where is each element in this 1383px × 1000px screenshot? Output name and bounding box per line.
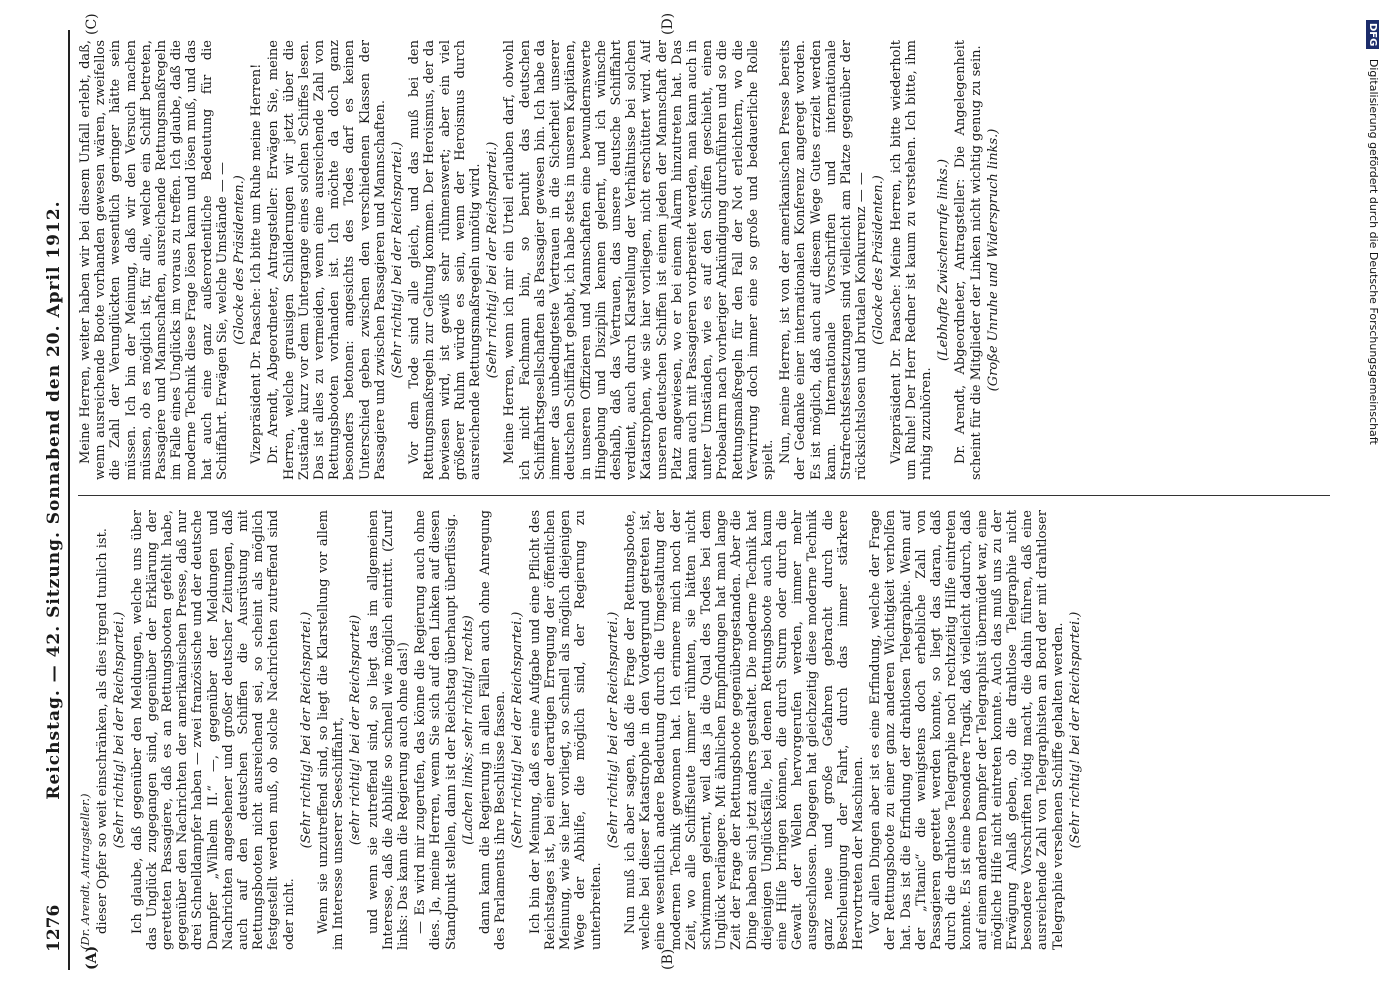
newspaper-page	[40, 12, 1340, 970]
interjection: (Sehr richtig! bei der Reichspartei.)	[485, 141, 501, 379]
paragraph: Dr. Arendt, Abgeordneter, Antragsteller: Die Angelegenheit scheint für die Mitglieder der Linken nicht wichtig genug zu sein.	[953, 40, 984, 480]
paragraph: Meine Herren, wenn ich mir ein Urteil erlauben darf, obwohl ich nicht Fachmann bin, so beruht das deutschen Schiffahrtsgesellschaften als Passagier gewesen bin. Ich habe da immer das unbedingteste Vertrauen in die Sicherheit unserer deutschen Schiffahrt gehabt, ich habe stets in unseren Kapitänen, in unseren Offizieren und Mannschaften eine bewundernswerte Hingebung und Disziplin kennen gelernt, und ich wünsche deshalb, daß das Vertrauen, das unsere deutsche Schiffahrt verdient, auch durch Klarstellung der Verhältnisse bei solchen Katastrophen, wie sie hier vorliegen, nicht erschüttert wird. Auf unseren deutschen Schiffen ist einem jeden der Mannschaft der Platz angewiesen, wo er bei einem Alarm hinzutreten hat. Das kann auch mit Passagieren vorbereitet werden, man kann auch in unter Umständen, wie es auf den Schiffen geschieht, einen Probealarm nach vorheriger Ankündigung durchführen und so die Rettungsmaßregeln für den Fall der Not erleichtern, wo die Verwirrung doch immer eine so große und bedauerliche Rolle spielt.	[502, 40, 776, 480]
paragraph: Vor dem Tode sind alle gleich, und das muß bei den Rettungsmaßregeln zur Geltung kommen. Der Heroismus, der da bewiesen wird, ist gewiß sehr rühmenswert; aber ein viel größerer Ruhm würde es sein, wenn der Heroismus durch ausreichende Rettungsmaßregeln unnötig wird.	[407, 40, 484, 480]
interjection: (Sehr richtig! bei der Reichspartei.)	[112, 611, 128, 849]
paragraph: Dr. Arendt, Abgeordneter, Antragsteller: Erwägen Sie, meine Herren, welche grausigen Schilderungen wir jetzt über die Zustände kurz vor dem Untergange eines solchen Schiffes lesen. Das ist alles zu vermeiden, wenn eine ausreichende Zahl von Rettungsbooten vorhanden ist. Ich möchte da doch ganz besonders betonen: angesichts des Todes darf es keinen Unterschied geben zwischen den verschiedenen Klassen der Passagiere und zwischen Passagieren und Mannschaften.	[266, 40, 388, 480]
paragraph: Vizepräsident Dr. Paasche: Ich bitte um Ruhe meine Herren!	[249, 63, 265, 464]
margin-mark-a: (A)	[84, 945, 100, 970]
paragraph: Meine Herren, weiter haben wir bei diesem Unfall erlebt, daß, wenn ausreichende Boote vorhanden gewesen wären, zweifellos die Zahl der Verunglückten wesentlich geringer hätte sein müssen. Ich bin der Meinung, daß wir den Versuch machen müssen, ob es möglich ist, für alle, welche ein Schiff betreten, Passagiere und Mannschaften, ausreichende Rettungsmaßregeln im Falle eines Unglücks im voraus zu treffen. Ich glaube, daß die moderne Technik diese Frage lösen kann und lösen muß, und das hat auch eine ganz außerordentliche Bedeutung für die Schiffahrt. Erwägen Sie, welche Umstände — —	[78, 40, 230, 480]
paragraph: Ich glaube, daß gegenüber den Meldungen, welche uns über das Unglück zugegangen sind, gegenüber der Erklärung der geretteten Passagiere, daß es an Rettungsbooten gefehlt habe, gegenüber den Nachrichten der amerikanischen Presse, daß nur drei Schnelldampfer haben — zwei französische und der deutsche Dampfer „Wilhelm II.“ —, gegenüber der Meldungen und Nachrichten angesehener und großer deutscher Zeitungen, daß auch auf den deutschen Schiffen die Ausrüstung mit Rettungsbooten nicht ausreichend sei, so scheint als möglich festgestellt werden muß, ob solche Nachrichten zutreffend sind oder nicht.	[129, 510, 297, 950]
margin-mark-b: (B)	[660, 948, 676, 970]
interjection: (Sehr richtig! bei der Reichspartei.)	[298, 611, 314, 849]
interjection: (Lachen links; sehr richtig! rechts)	[460, 615, 476, 845]
paragraph: dieser Opfer so weit einschränken, als dies irgend tunlich ist.	[95, 528, 111, 934]
interjection: (Sehr richtig! bei der Reichspartei.)	[390, 141, 406, 379]
interjection: (sehr richtig! bei der Reichspartei)	[348, 614, 364, 846]
credit-text: Digitalisierung gefördert durch die Deutsche Forschungsgemeinschaft	[1367, 58, 1380, 445]
paragraph: Wenn sie unzutreffend sind, so liegt die Klarstellung vor allem im Interesse unserer Seeschiffahrt,	[316, 510, 347, 950]
paragraph: Vizepräsident Dr. Paasche: Meine Herren, ich bitte wiederholt um Ruhe! Der Herr Redner ist kaum zu verstehen. Ich bitte, ihm ruhig zuzuhören.	[888, 40, 934, 480]
page-header	[40, 30, 70, 970]
interjection: (Glocke des Präsidenten.)	[871, 175, 887, 345]
paragraph: — Es wird mir zugerufen, das könne die Regierung auch ohne dies. Ja, meine Herren, wenn Sie sich auf den Linken auf diesen Standpunkt stellen, dann ist der Reichstag überhaupt überflüssig.	[413, 510, 459, 950]
paragraph: Nun, meine Herren, ist von der amerikanischen Presse bereits der Gedanke einer internationalen Konferenz angeregt worden. Es ist möglich, daß auch auf diesem Wege Gutes erzielt werden kann. Internationale Vorschriften und internationale Strafrechtsfestsetzungen sind vielleicht am Platze gegenüber der rücksichtslosen und brutalen Konkurrenz — —	[778, 40, 870, 480]
interjection: (Sehr richtig! bei der Reichspartei.)	[510, 611, 526, 849]
interjection: (Glocke des Präsidenten.)	[232, 175, 248, 345]
paragraph: Nun muß ich aber sagen, daß die Frage der Rettungsboote, welche bei dieser Katastrophe in den Vordergrund getreten ist, eine wesentlich andere Bedeutung durch die Umgestaltung der modernen Technik gewonnen hat. Ich erinnere mich noch der Zeit, wo alle Schiffsleute immer rühmten, sie hätten nicht schwimmen gelernt, weil das ja die Qual des Todes bei dem Unglück verlängere. Mit ähnlichen Empfindungen hat man lange Zeit der Frage der Rettungsboote gegenübergestanden. Aber die Dinge haben sich jetzt anders gestaltet. Die moderne Technik hat diejenigen Unglücksfälle, bei denen Rettungsboote auch kaum eine Hilfe bringen können, die durch Sturm oder durch die Gewalt der Wellen hervorgerufen werden, immer mehr ausgeschlossen. Dagegen hat gleichzeitig diese moderne Technik ganz neue und große Gefahren gebracht durch die Beschleunigung der Fahrt, durch das immer stärkere Hervortreten der Maschinen.	[622, 510, 866, 950]
speaker-note: (Dr. Arendt, Antragsteller.)	[78, 793, 92, 950]
paragraph: Ich bin der Meinung, daß es eine Aufgabe und eine Pflicht des Reichstages ist, bei einer derartigen Erregung der öffentlichen Meinung, wie sie hier vorliegt, so schnell als möglich diejenigen Wege der Abhilfe, die möglich sind, der Regierung zu unterbreiten.	[527, 510, 604, 950]
paragraph: und wenn sie zutreffend sind, so liegt das im allgemeinen Interesse, daß die Abhilfe so schnell wie möglich eintritt. (Zuruf links: Das kann die Regierung auch ohne das!)	[365, 510, 412, 950]
margin-mark-c: (C)	[84, 13, 100, 35]
paragraph: Vor allen Dingen aber ist es eine Erfindung, welche der Frage der Rettungsboote zu einer ganz anderen Wichtigkeit verholfen hat. Das ist die Erfindung der drahtlosen Telegraphie. Wenn auf der „Titanic“ die wenigstens doch erhebliche Zahl von Passagieren gerettet werden konnte, so liegt das daran, daß durch die drahtlose Telegraphie noch rechtzeitig Hilfe eintreten konnte. Es ist eine besondere Tragik, daß vielleicht dadurch, daß auf einem anderen Dampfer der Telegraphist übermüdet war, eine mögliche Hilfe nicht eintreten konnte. Auch das muß uns zu der Erwägung Anlaß geben, ob die drahtlose Telegraphie nicht besondere Vorschriften nötig macht, die dahin führen, daß eine ausreichende Zahl von Telegraphisten an Bord der mit drahtloser Telegraphie versehenen Schiffe gehalten werden.	[868, 510, 1066, 950]
interjection: (Sehr richtig! bei der Reichspartei.)	[1067, 611, 1083, 849]
left-column	[78, 510, 1330, 950]
margin-mark-d: (D)	[660, 12, 676, 35]
digitization-credit	[1350, 20, 1380, 1000]
right-column	[78, 40, 1330, 480]
column-divider	[78, 495, 1330, 496]
dfg-logo: DFG	[1366, 20, 1379, 49]
interjection: (Große Unruhe und Widerspruch links.)	[985, 128, 1001, 392]
page-title: Reichstag. — 42. Sitzung. Sonnabend den 20. April 1912.	[44, 200, 64, 800]
page-number: 1276	[44, 904, 64, 952]
interjection: (Sehr richtig! bei der Reichspartei.)	[605, 611, 621, 849]
paragraph: dann kann die Regierung in allen Fällen auch ohne Anregung des Parlaments ihre Beschlüsse fassen.	[478, 510, 509, 950]
interjection: (Lebhafte Zwischenrufe links.)	[936, 158, 952, 362]
